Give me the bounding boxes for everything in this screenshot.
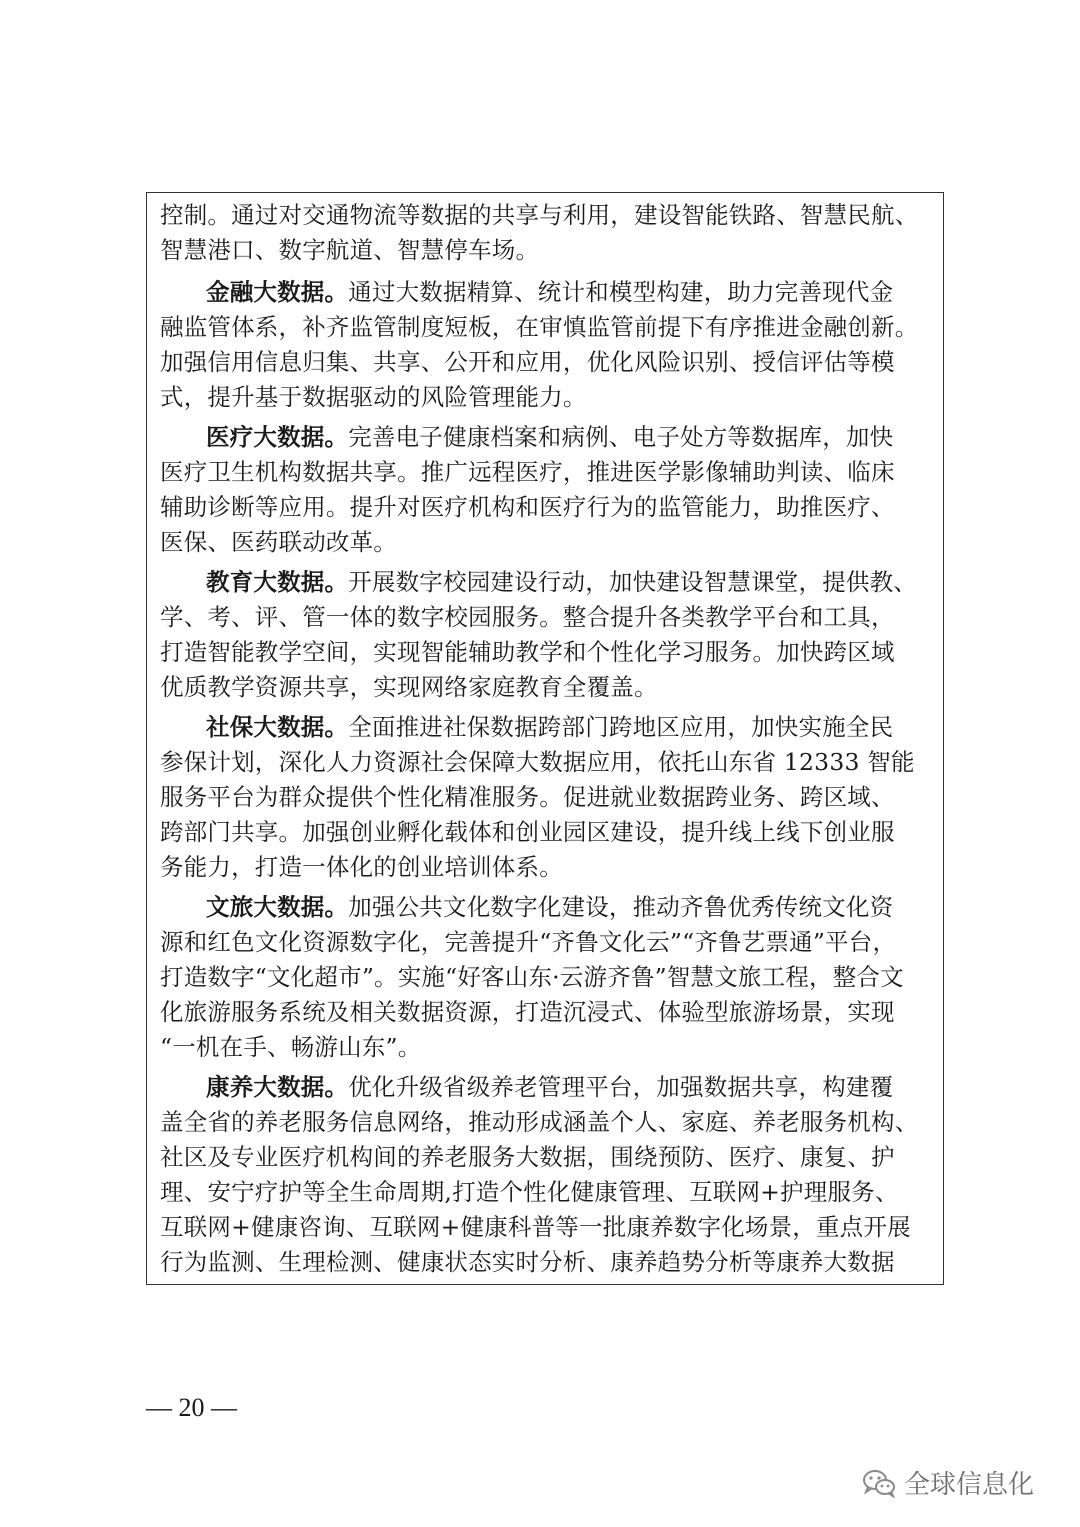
text-box <box>146 192 944 1285</box>
section-heading: 医疗大数据。 <box>206 423 349 451</box>
text-line: 融监管体系，补齐监管制度短板，在审慎监管前提下有序推进金融创新。 <box>160 313 919 341</box>
section-heading: 金融大数据。 <box>206 278 349 306</box>
text-line: 跨部门共享。加强创业孵化载体和创业园区建设，提升线上线下创业服 <box>160 818 895 846</box>
paragraph-start: 医疗大数据。完善电子健康档案和病例、电子处方等数据库，加快 <box>206 423 894 451</box>
text-line: 源和红色文化资源数字化，完善提升“齐鲁文化云”“齐鲁艺票通”平台， <box>160 928 897 956</box>
text-line: 行为监测、生理检测、健康状态实时分析、康养趋势分析等康养大数据 <box>160 1248 895 1276</box>
paragraph-start: 文旅大数据。加强公共文化数字化建设，推动齐鲁优秀传统文化资 <box>206 893 894 921</box>
text-line: 智慧港口、数字航道、智慧停车场。 <box>160 236 540 264</box>
section-heading: 教育大数据。 <box>206 568 349 596</box>
paragraph-start: 金融大数据。通过大数据精算、统计和模型构建，助力完善现代金 <box>206 278 894 306</box>
text-line: 打造智能教学空间，实现智能辅助教学和个性化学习服务。加快跨区域 <box>160 638 895 666</box>
section-heading: 康养大数据。 <box>206 1073 349 1101</box>
text-line: 加强信用信息归集、共享、公开和应用，优化风险识别、授信评估等模 <box>160 348 895 376</box>
paragraph-start: 社保大数据。全面推进社保数据跨部门跨地区应用，加快实施全民 <box>206 713 894 741</box>
text-line: “一机在手、畅游山东”。 <box>160 1033 422 1061</box>
text-line: 打造数字“文化超市”。实施“好客山东·云游齐鲁”智慧文旅工程，整合文 <box>160 963 904 991</box>
text-line: 医疗卫生机构数据共享。推广远程医疗，推进医学影像辅助判读、临床 <box>160 458 895 486</box>
watermark <box>862 1464 1034 1501</box>
text-line: 式，提升基于数据驱动的风险管理能力。 <box>160 383 587 411</box>
text-line: 控制。通过对交通物流等数据的共享与利用，建设智能铁路、智慧民航、 <box>160 201 919 229</box>
text-line: 理、安宁疗护等全生命周期,打造个性化健康管理、互联网+护理服务、 <box>160 1178 899 1206</box>
wechat-icon <box>862 1468 896 1498</box>
section-heading: 文旅大数据。 <box>206 893 349 921</box>
section-heading: 社保大数据。 <box>206 713 349 741</box>
text-line: 化旅游服务系统及相关数据资源，打造沉浸式、体验型旅游场景，实现 <box>160 998 895 1026</box>
text-line: 服务平台为群众提供个性化精准服务。促进就业数据跨业务、跨区域、 <box>160 783 895 811</box>
text-line: 学、考、评、管一体的数字校园服务。整合提升各类教学平台和工具， <box>160 603 895 631</box>
text-line: 社区及专业医疗机构间的养老服务大数据，围绕预防、医疗、康复、护 <box>160 1143 895 1171</box>
text-line: 互联网+健康咨询、互联网+健康科普等一批康养数字化场景，重点开展 <box>160 1213 911 1241</box>
text-line: 优质教学资源共享，实现网络家庭教育全覆盖。 <box>160 673 658 701</box>
text-line: 盖全省的养老服务信息网络，推动形成涵盖个人、家庭、养老服务机构、 <box>160 1108 919 1136</box>
text-line: 辅助诊断等应用。提升对医疗机构和医疗行为的监管能力，助推医疗、 <box>160 493 895 521</box>
text-line: 务能力，打造一体化的创业培训体系。 <box>160 853 563 881</box>
paragraph-start: 康养大数据。优化升级省级养老管理平台，加强数据共享，构建覆 <box>206 1073 894 1101</box>
text-line: 医保、医药联动改革。 <box>160 528 397 556</box>
watermark-text: 全球信息化 <box>904 1470 1035 1500</box>
text-line: 参保计划，深化人力资源社会保障大数据应用，依托山东省 12333 智能 <box>160 748 915 776</box>
paragraph-start: 教育大数据。开展数字校园建设行动，加快建设智慧课堂，提供教、 <box>206 568 918 596</box>
page-number: — 20 — <box>146 1393 237 1422</box>
